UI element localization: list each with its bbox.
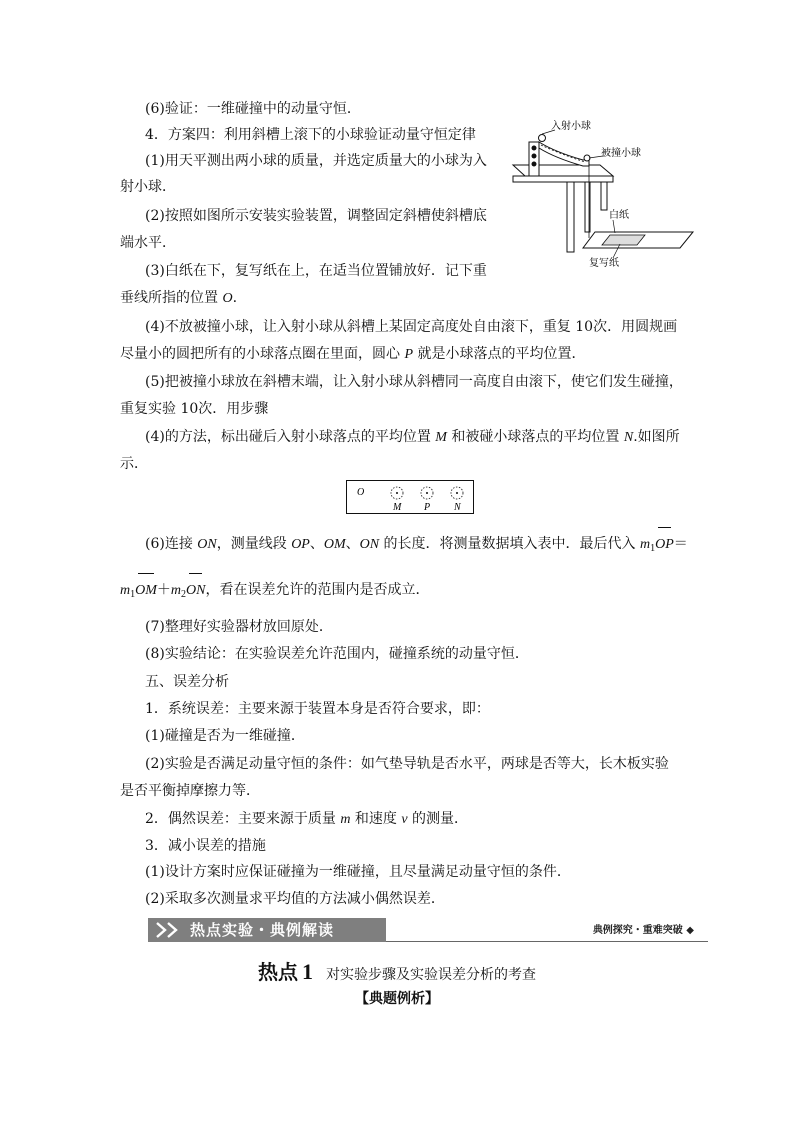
example-heading: 【典题例析】: [355, 991, 439, 1007]
text-line: (1)设计方案时应保证碰撞为一维碰撞，且尽量满足动量守恒的条件．: [145, 864, 571, 880]
text-span: 和速度: [350, 811, 402, 827]
text-span: ，看在误差允许的范围内是否成立．: [205, 582, 430, 598]
text-line: [145, 428, 680, 447]
math-var: M: [435, 430, 447, 445]
text-line: 1．系统误差：主要来源于装置本身是否符合要求，即：: [145, 701, 490, 717]
text-line: (3)白纸在下，复写纸在上，在适当位置铺放好．记下重: [145, 263, 487, 279]
section-banner: [148, 918, 708, 942]
double-chevron-icon: [154, 921, 184, 939]
subscript: 2: [181, 589, 187, 600]
banner-title: 热点实验・典例解读: [190, 921, 335, 939]
math-var: OP: [291, 537, 310, 552]
text-line: (8)实验结论：在实验误差允许范围内，碰撞系统的动量守恒．: [145, 646, 529, 662]
point-label-m: M: [393, 502, 402, 513]
text-line: (7)整理好实验器材放回原处．: [145, 619, 333, 635]
math-var: m: [640, 537, 651, 552]
point-label-o: O: [357, 487, 365, 498]
math-vector: OP: [655, 537, 674, 552]
text-span: 的测量．: [407, 811, 469, 827]
text-line: (1)用天平测出两小球的质量，并选定质量大的小球为入: [145, 153, 487, 169]
text-span: .: [232, 290, 238, 306]
text-span: .如图所: [633, 429, 680, 445]
math-var: N: [623, 430, 634, 445]
text-line: (2)采取多次测量求平均值的方法减小偶然误差．: [145, 891, 445, 907]
text-line: 射小球．: [120, 179, 176, 195]
banner-subtitle: 典例探究・重难突破 ◆: [592, 925, 694, 936]
equation-line: [120, 581, 429, 604]
text-line: (1)碰撞是否为一维碰撞．: [145, 728, 305, 744]
text-line: 4．方案四：利用斜槽上滚下的小球验证动量守恒定律: [145, 127, 476, 143]
apparatus-figure: [505, 120, 705, 270]
text-line: [120, 345, 585, 364]
text-span: 的长度．将测量数据填入表中．最后代入: [379, 536, 640, 552]
math-var: v: [401, 812, 408, 827]
text-span: 就是小球落点的平均位置．: [413, 346, 586, 362]
text-line: 3．减小误差的措施: [145, 838, 266, 854]
landing-dot-p: [426, 492, 428, 494]
math-var: ON: [197, 537, 217, 552]
text-line: [145, 810, 468, 829]
text-line: 示．: [120, 456, 148, 472]
point-label-n: N: [454, 502, 461, 513]
text-line: [120, 289, 237, 308]
figure-label-white-paper: 白纸: [609, 210, 629, 221]
text-line: 重复实验 10次．用步骤: [120, 401, 269, 417]
text-span: 尽量小的圆把所有的小球落点圈在里面，圆心: [120, 346, 405, 362]
math-vector: ON: [186, 583, 206, 598]
math-var: O: [222, 291, 233, 306]
math-var: ON: [359, 537, 380, 552]
subscript: 1: [650, 543, 656, 554]
text-span: ＝: [673, 536, 688, 552]
math-vector: OM: [135, 583, 157, 598]
landing-dot-m: [396, 492, 398, 494]
text-line: (5)把被撞小球放在斜槽末端，让入射小球从斜槽同一高度自由滚下，使它们发生碰撞，: [145, 374, 683, 390]
banner-divider: [386, 941, 708, 942]
text-span: ＋: [156, 582, 171, 598]
text-span: 和被碰小球落点的平均位置: [446, 429, 624, 445]
figure-label-carbon-paper: 复写纸: [589, 258, 619, 269]
subscript: 1: [130, 589, 136, 600]
figure-label-target: 被撞小球: [601, 148, 641, 159]
text-line: (2)实验是否满足动量守恒的条件：如气垫导轨是否水平，两球是否等大，长木板实验: [145, 756, 669, 772]
point-label-p: P: [424, 502, 431, 513]
hot-label: 热点: [257, 960, 298, 984]
text-line: (4)不放被撞小球，让入射小球从斜槽上某固定高度处自由滚下，重复 10次．用圆规画: [145, 319, 678, 335]
text-line: 是否平衡掉摩擦力等．: [120, 783, 260, 799]
landing-points-figure: [346, 480, 474, 514]
text-line: 端水平．: [120, 235, 176, 251]
math-var: m: [340, 812, 351, 827]
text-span: 2．偶然误差：主要来源于质量: [145, 811, 341, 827]
equation-line: [145, 535, 688, 558]
text-span: (4)的方法，标出碰后入射小球落点的平均位置: [145, 429, 436, 445]
text-line: (2)按照如图所示安装实验装置，调整固定斜槽使斜槽底: [145, 208, 487, 224]
hot-number: 1: [301, 959, 313, 984]
math-var: m: [170, 583, 182, 598]
math-var: OM: [323, 537, 346, 552]
hot-title: 对实验步骤及实验误差分析的考查: [326, 967, 537, 983]
hot-point-heading: [0, 956, 794, 985]
section-heading: 五、误差分析: [145, 674, 229, 690]
text-span: (6)连接: [145, 536, 198, 552]
diamond-icon: ◆: [686, 925, 694, 936]
math-var: P: [404, 347, 414, 362]
figure-label-incident: 入射小球: [551, 121, 591, 132]
landing-dot-n: [456, 492, 458, 494]
text-span: 、: [345, 536, 360, 552]
text-span: ，测量线段: [216, 536, 292, 552]
text-span: 垂线所指的位置: [120, 290, 223, 306]
text-span: 、: [309, 536, 324, 552]
math-var: m: [120, 583, 131, 598]
text-line: (6)验证：一维碰撞中的动量守恒．: [145, 101, 361, 117]
